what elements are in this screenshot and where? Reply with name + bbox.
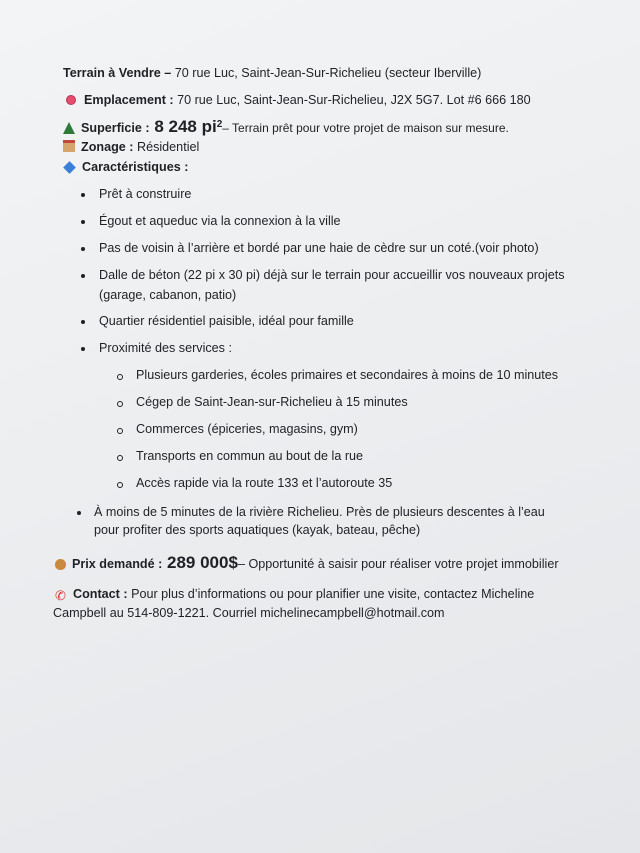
bullet-dot: [81, 347, 85, 351]
bullet-dot: [81, 193, 85, 197]
prix-text: – Opportunité à saisir pour réaliser votre projet immobilier: [237, 557, 559, 571]
sub-list-item: Transports en commun au bout de la rue: [136, 449, 364, 463]
phone-icon: ✆: [55, 588, 66, 603]
sub-list-item: Commerces (épiceries, magasins, gym): [136, 422, 358, 436]
zonage-line: [63, 139, 199, 155]
emplacement-line: [66, 92, 531, 108]
prix-line: [55, 553, 559, 574]
list-item: Égout et aqueduc via la connexion à la ville: [99, 214, 341, 228]
title-label: Terrain à Vendre –: [63, 66, 172, 80]
list-item: À moins de 5 minutes de la rivière Richelieu. Près de plusieurs descentes à l’eau: [94, 505, 545, 519]
list-item-continuation: (garage, cabanon, patio): [99, 288, 237, 302]
list-item: Quartier résidentiel paisible, idéal pour famille: [99, 314, 354, 328]
house-icon: [63, 140, 75, 152]
title-address: 70 rue Luc, Saint-Jean-Sur-Richelieu (secteur Iberville): [171, 66, 482, 80]
superficie-exponent: 2: [216, 119, 223, 130]
sub-list-item: Cégep de Saint-Jean-sur-Richelieu à 15 minutes: [136, 395, 408, 409]
caracteristiques-label: Caractéristiques :: [82, 160, 189, 174]
list-item: Prêt à construire: [99, 187, 192, 201]
superficie-text: – Terrain prêt pour votre projet de maison sur mesure.: [222, 121, 509, 136]
contact-line: [55, 586, 534, 602]
prix-label: Prix demandé :: [72, 557, 163, 571]
prix-value: 289 000$: [162, 553, 238, 572]
pin-icon: [66, 95, 76, 105]
bullet-dot: [77, 511, 81, 515]
sub-bullet-circle: [117, 428, 123, 434]
zonage-label: Zonage :: [81, 140, 134, 154]
superficie-line: [63, 115, 509, 138]
bullet-dot: [81, 220, 85, 224]
sub-bullet-circle: [117, 401, 123, 407]
emplacement-text: 70 rue Luc, Saint-Jean-Sur-Richelieu, J2X 5G7. Lot #6 666 180: [173, 93, 531, 107]
sub-bullet-circle: [117, 374, 123, 380]
contact-text-1: Pour plus d’informations ou pour planifier une visite, contactez Micheline: [127, 587, 535, 601]
list-item: Dalle de béton (22 pi x 30 pi) déjà sur le terrain pour accueillir vos nouveaux projets: [99, 268, 565, 282]
bullet-dot: [81, 320, 85, 324]
list-item-continuation: pour profiter des sports aquatiques (kayak, bateau, pêche): [94, 523, 421, 537]
diamond-icon: [63, 161, 76, 174]
sub-list-item: Accès rapide via la route 133 et l’autoroute 35: [136, 476, 393, 490]
sub-list-item: Plusieurs garderies, écoles primaires et secondaires à moins de 10 minutes: [136, 368, 559, 382]
zonage-text: Résidentiel: [133, 140, 200, 154]
money-bag-icon: [55, 559, 66, 570]
sub-bullet-circle: [117, 455, 123, 461]
caracteristiques-heading: [63, 159, 188, 175]
contact-text-2: Campbell au 514-809-1221. Courriel michelinecampbell@hotmail.com: [53, 606, 445, 620]
sub-bullet-circle: [117, 482, 123, 488]
tree-icon: [63, 122, 75, 134]
bullet-dot: [81, 274, 85, 278]
list-item: Proximité des services :: [99, 341, 232, 355]
contact-label: Contact :: [73, 587, 128, 601]
list-item: Pas de voisin à l’arrière et bordé par une haie de cèdre sur un coté.(voir photo): [99, 241, 539, 255]
bullet-dot: [81, 247, 85, 251]
superficie-value: 8 248 pi: [149, 117, 217, 137]
listing-title: [63, 65, 481, 81]
emplacement-label: Emplacement :: [84, 93, 174, 107]
superficie-label: Superficie :: [81, 121, 150, 136]
